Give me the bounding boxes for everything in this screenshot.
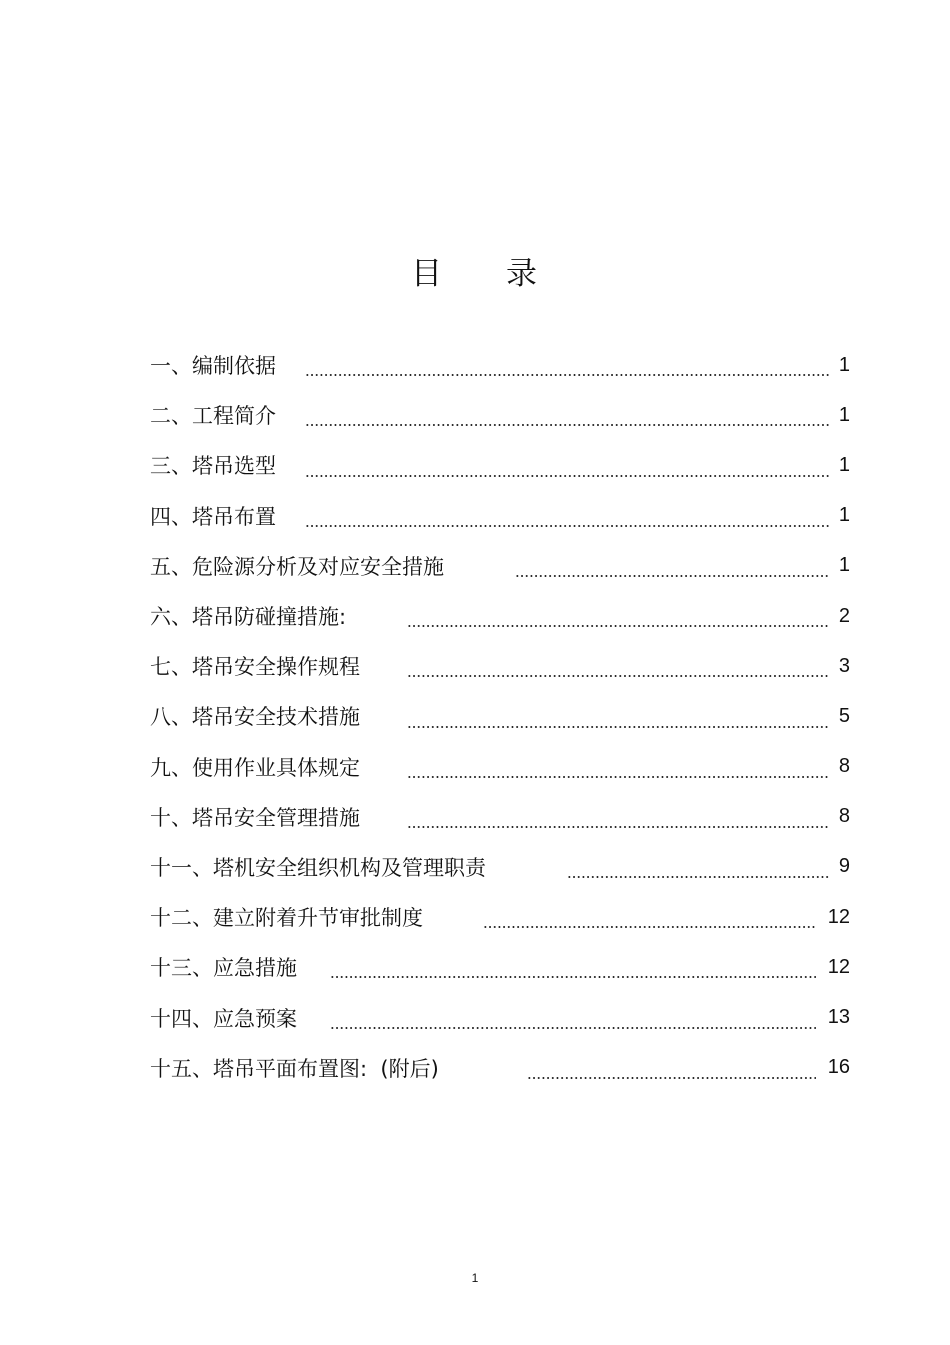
toc-dot-leader <box>483 926 816 928</box>
page-number: 1 <box>471 1271 479 1285</box>
toc-dot-leader <box>407 726 830 728</box>
toc-entry-label: 二、工程简介 <box>150 404 276 429</box>
toc-entry[interactable] <box>150 992 850 1042</box>
toc-dot-leader <box>527 1077 816 1079</box>
toc-dot-leader <box>305 374 830 376</box>
toc-entry-page-number: 5 <box>838 704 850 727</box>
toc-entry-label: 十五、塔吊平面布置图: (附后) <box>150 1056 439 1081</box>
toc-entry[interactable] <box>150 491 850 541</box>
toc-dot-leader <box>407 826 830 828</box>
toc-entry[interactable] <box>150 340 850 390</box>
toc-dot-leader <box>330 1027 816 1029</box>
toc-entry-page-number: 9 <box>838 855 850 878</box>
toc-entry[interactable] <box>150 792 850 842</box>
toc-dot-leader <box>515 575 830 577</box>
toc-entry-label: 五、危险源分析及对应安全措施 <box>150 554 444 579</box>
toc-entry[interactable] <box>150 541 850 591</box>
toc-entry-page-number: 1 <box>838 554 850 577</box>
toc-entry-label: 四、塔吊布置 <box>150 504 276 529</box>
toc-entry-label: 十三、应急措施 <box>150 956 297 981</box>
toc-dot-leader <box>305 475 830 477</box>
toc-entry-page-number: 3 <box>838 654 850 677</box>
toc-entry[interactable] <box>150 942 850 992</box>
page-title <box>0 248 950 293</box>
toc-entry[interactable] <box>150 1043 850 1093</box>
toc-entry-label: 三、塔吊选型 <box>150 454 276 479</box>
toc-entry-page-number: 2 <box>838 604 850 627</box>
title-char-left: 目 <box>411 256 444 292</box>
toc-entry[interactable] <box>150 440 850 490</box>
toc-dot-leader <box>567 876 830 878</box>
toc-entry-page-number: 1 <box>838 353 850 376</box>
toc-entry-label: 一、编制依据 <box>150 354 276 379</box>
toc-entry-label: 七、塔吊安全操作规程 <box>150 655 360 680</box>
toc-entry[interactable] <box>150 390 850 440</box>
toc-entry[interactable] <box>150 591 850 641</box>
toc-dot-leader <box>330 976 816 978</box>
toc-entry[interactable] <box>150 892 850 942</box>
toc-entry[interactable] <box>150 641 850 691</box>
toc-entry[interactable] <box>150 842 850 892</box>
toc-entry-page-number: 12 <box>827 905 850 928</box>
title-char-right: 录 <box>506 256 539 292</box>
toc-entry-page-number: 12 <box>827 955 850 978</box>
toc-entry-page-number: 16 <box>827 1056 850 1079</box>
toc-dot-leader <box>305 525 830 527</box>
toc-entry[interactable] <box>150 742 850 792</box>
toc-entry-page-number: 1 <box>838 453 850 476</box>
toc-entry-label: 十一、塔机安全组织机构及管理职责 <box>150 855 486 880</box>
toc-entry-label: 十、塔吊安全管理措施 <box>150 805 360 830</box>
toc-entry-label: 八、塔吊安全技术措施 <box>150 705 360 730</box>
toc-dot-leader <box>407 625 830 627</box>
toc-dot-leader <box>305 424 830 426</box>
toc-entry[interactable] <box>150 691 850 741</box>
toc-dot-leader <box>407 776 830 778</box>
toc-dot-leader <box>407 675 830 677</box>
toc-entry-label: 六、塔吊防碰撞措施: <box>150 605 347 630</box>
table-of-contents <box>150 340 850 1093</box>
toc-entry-page-number: 8 <box>838 755 850 778</box>
toc-entry-page-number: 13 <box>827 1006 850 1029</box>
toc-entry-page-number: 1 <box>838 504 850 527</box>
toc-entry-label: 十四、应急预案 <box>150 1006 297 1031</box>
toc-entry-page-number: 8 <box>838 805 850 828</box>
toc-entry-page-number: 1 <box>838 403 850 426</box>
toc-entry-label: 九、使用作业具体规定 <box>150 755 360 780</box>
toc-entry-label: 十二、建立附着升节审批制度 <box>150 906 423 931</box>
